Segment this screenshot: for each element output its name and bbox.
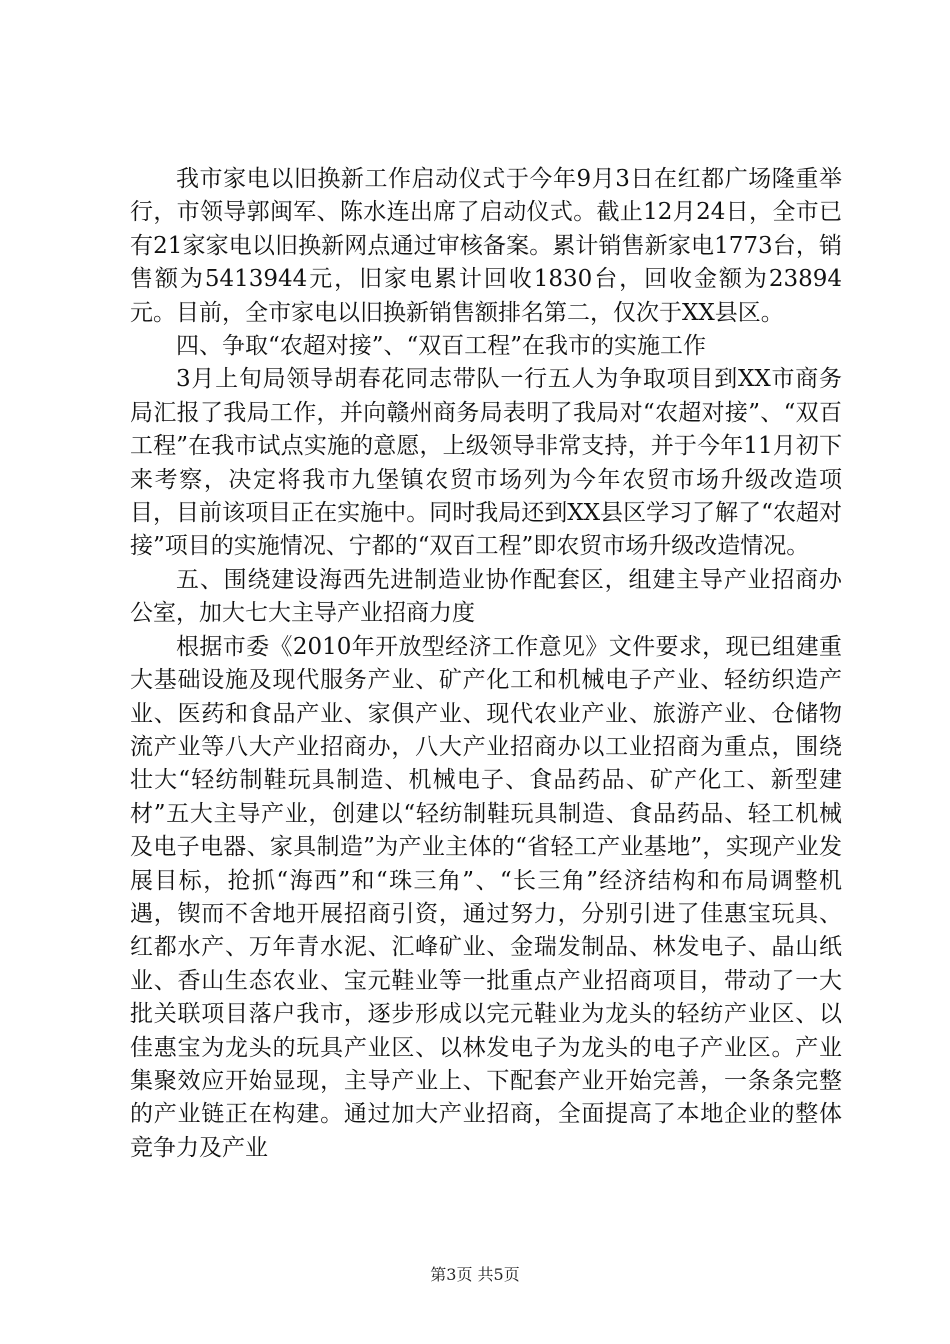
paragraph-appliance-trade-in: 我市家电以旧换新工作启动仪式于今年9月3日在红都广场隆重举行，市领导郭闽军、陈水连出席了启动仪式。截止12月24日，全市已有21家家电以旧换新网点通过审核备案。累计销售新家电1773台，销售额为5413944元，旧家电累计回收1830台，回收金额为23894元。目前，全市家电以旧换新销售额排名第二，仅次于XX县区。 bbox=[130, 166, 842, 326]
paragraph-industry-investment: 根据市委《2010年开放型经济工作意见》文件要求，现已组建重大基础设施及现代服务产业、矿产化工和机械电子产业、轻纺织造产业、医药和食品产业、家俱产业、现代农业产业、旅游产业、仓储物流产业等八大产业招商办，八大产业招商办以工业招商为重点，围绕壮大“轻纺制鞋玩具制造、机械电子、食品药品、矿产化工、新型建材”五大主导产业，创建以“轻纺制鞋玩具制造、食品药品、轻工机械及电子电器、家具制造”为产业主体的“省轻工产业基地”，实现产业发展目标，抢抓“海西”和“珠三角”、“长三角”经济结构和布局调整机遇，锲而不舍地开展招商引资，通过努力，分别引进了佳惠宝玩具、红都水产、万年青水泥、汇峰矿业、金瑞发制品、林发电子、晶山纸业、香山生态农业、宝元鞋业等一批重点产业招商项目，带动了一大批关联项目落户我市，逐步形成以完元鞋业为龙头的轻纺产业区、以佳惠宝为龙头的玩具产业区、以林发电子为龙头的电子产业区。产业集聚效应开始显现，主导产业上、下配套产业开始完善，一条条完整的产业链正在构建。通过加大产业招商，全面提高了本地企业的整体竞争力及产业 bbox=[130, 633, 842, 1161]
heading-section-four: 四、争取“农超对接”、“双百工程”在我市的实施工作 bbox=[176, 333, 707, 360]
paragraph-farm-supermarket: 3月上旬局领导胡春花同志带队一行五人为争取项目到XX市商务局汇报了我局工作，并向赣州商务局表明了我局对“农超对接”、“双百工程”在我市试点实施的意愿，上级领导非常支持，并于今年11月初下来考察，决定将我市九堡镇农贸市场列为今年农贸市场升级改造项目，目前该项目正在实施中。同时我局还到XX县区学习了解了“农超对接”项目的实施情况、宁都的“双百工程”即农贸市场升级改造情况。 bbox=[130, 366, 842, 560]
document-body bbox=[130, 163, 842, 1165]
page-footer: 第3页 共5页 bbox=[430, 1265, 520, 1284]
heading-section-five: 五、围绕建设海西先进制造业协作配套区，组建主导产业招商办公室，加大七大主导产业招商力度 bbox=[130, 566, 842, 627]
